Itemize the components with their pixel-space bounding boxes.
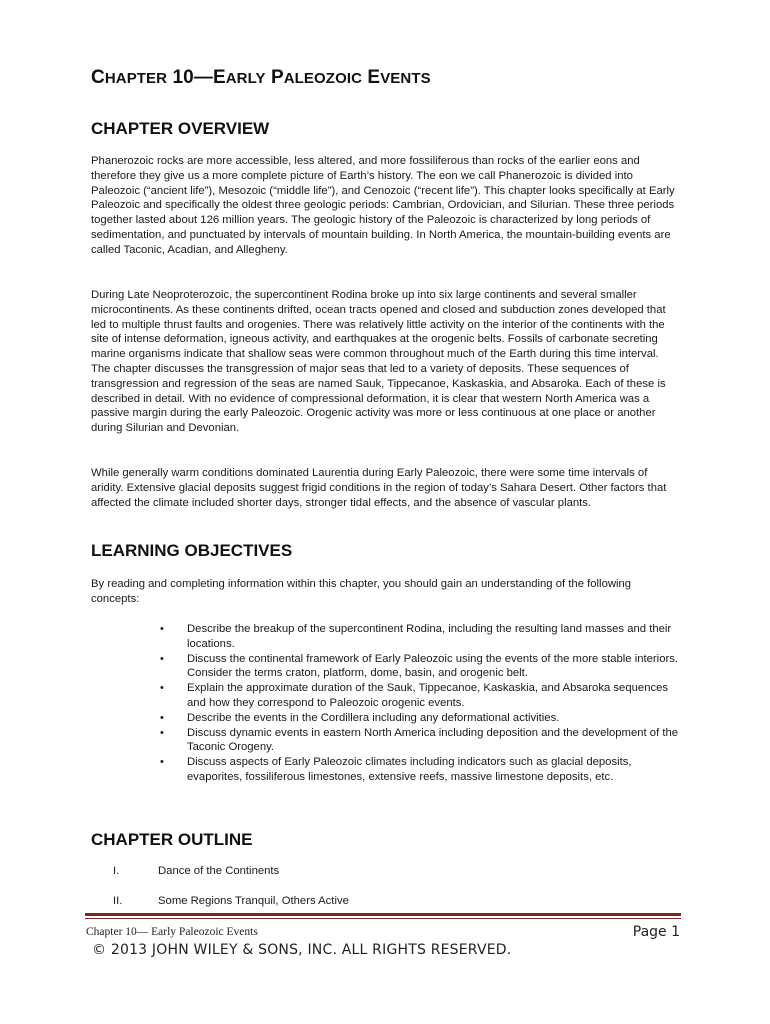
list-item — [160, 652, 680, 682]
outline-number: I. — [113, 865, 120, 877]
bullet-icon: • — [160, 682, 164, 695]
list-item-text: Discuss dynamic events in eastern North America including deposition and the development of the Taconic Orogeny. — [187, 726, 679, 754]
footer-chapter-label: Chapter 10— Early Paleozoic Events — [86, 926, 258, 938]
bullet-icon: • — [160, 711, 164, 724]
list-item — [160, 711, 680, 726]
outline-text: Some Regions Tranquil, Others Active — [158, 895, 349, 907]
bullet-icon: • — [160, 756, 164, 769]
title-part: 10— — [167, 67, 213, 88]
outline-item — [113, 865, 279, 877]
list-item — [160, 726, 680, 756]
title-part: P — [265, 67, 284, 88]
copyright-notice: © 2013 JOHN WILEY & SONS, INC. ALL RIGHTS RESERVED. — [92, 942, 512, 958]
outline-number: II. — [113, 895, 123, 907]
objectives-list — [160, 622, 680, 785]
title-part: HAPTER — [104, 70, 168, 87]
bullet-icon: • — [160, 652, 164, 665]
overview-heading: CHAPTER OVERVIEW — [91, 119, 270, 138]
outline-heading: CHAPTER OUTLINE — [91, 830, 253, 849]
overview-paragraph-1: Phanerozoic rocks are more accessible, less altered, and more fossiliferous than rocks of the earlier eons and therefore they give us a more complete picture of Earth’s history. The eon we call Phanerozoic is divided into Paleozoic (“ancient life”), Mesozoic (“middle life”), and Cenozoic (“recent life”). This chapter looks specifically at Early Paleozoic and specifically the oldest three geologic periods: Cambrian, Ordovician, and Silurian. These three periods together lasted about 126 million years. The geologic history of the Paleozoic is characterized by long periods of sedimentation, and punctuated by intervals of mountain building. In North America, the mountain-building events are called Taconic, Acadian, and Allegheny. — [91, 155, 675, 256]
list-item-text: Describe the events in the Cordillera including any deformational activities. — [187, 711, 560, 724]
list-item — [160, 622, 680, 652]
footer-divider — [85, 913, 681, 916]
title-part: ALEOZOIC — [283, 70, 363, 87]
list-item-text: Explain the approximate duration of the Sauk, Tippecanoe, Kaskaskia, and Absaroka sequences and how they correspond to Paleozoic orogenic events. — [187, 682, 669, 709]
bullet-icon: • — [160, 726, 164, 739]
list-item — [160, 755, 680, 785]
outline-item — [113, 895, 349, 907]
list-item — [160, 681, 680, 711]
page-title — [91, 67, 431, 89]
outline-text: Dance of the Continents — [158, 865, 280, 877]
list-item-text: Discuss aspects of Early Paleozoic climates including indicators such as glacial deposits, evaporites, fossiliferous limestones, extensive reefs, massive limestone deposits, etc. — [187, 756, 632, 783]
overview-paragraph-3: While generally warm conditions dominated Laurentia during Early Paleozoic, there were some time intervals of aridity. Extensive glacial deposits suggest frigid conditions in the region of today’s Sahara Desert. Other factors that affected the climate included shorter days, stronger tidal effects, and the absence of vascular plants. — [91, 467, 667, 509]
page-number: Page 1 — [632, 924, 680, 940]
title-part: VENTS — [380, 70, 431, 87]
footer-divider-thin — [85, 918, 681, 919]
objectives-intro: By reading and completing information within this chapter, you should gain an understanding of the following concepts: — [91, 578, 632, 605]
list-item-text: Discuss the continental framework of Early Paleozoic using the events of the more stable interiors. Consider the terms craton, platform, dome, basin, and orogenic belt. — [187, 652, 679, 680]
objectives-heading: LEARNING OBJECTIVES — [91, 541, 293, 560]
title-part: E — [362, 67, 381, 88]
list-item-text: Describe the breakup of the supercontinent Rodina, including the resulting land masses and their locations. — [187, 623, 672, 650]
overview-paragraph-2: During Late Neoproterozoic, the supercontinent Rodina broke up into six large continents and several smaller microcontinents. As these continents drifted, ocean tracts opened and closed and subduction zones developed that led to multiple thrust faults and orogenies. There was relatively little activity on the interior of the continents with the site of intense deformation, igneous activity, and earthquakes at the orogenic belts. Fossils of carbonate secreting marine organisms indicate that shallow seas were common throughout much of the Earth during this time interval. The chapter discusses the transgression of major seas that led to a variety of deposits. These sequences of transgression and regression of the seas are named Sauk, Tippecanoe, Kaskaskia, and Absaroka. Each of these is described in detail. With no evidence of compressional deformation, it is clear that western North America was a passive margin during the early Paleozoic. Orogenic activity was more or less continuous at one place or another during Silurian and Devonian. — [91, 289, 666, 435]
title-part: ARLY — [225, 70, 266, 87]
bullet-icon: • — [160, 623, 164, 635]
title-part: C — [91, 67, 105, 88]
title-part: E — [212, 67, 226, 88]
